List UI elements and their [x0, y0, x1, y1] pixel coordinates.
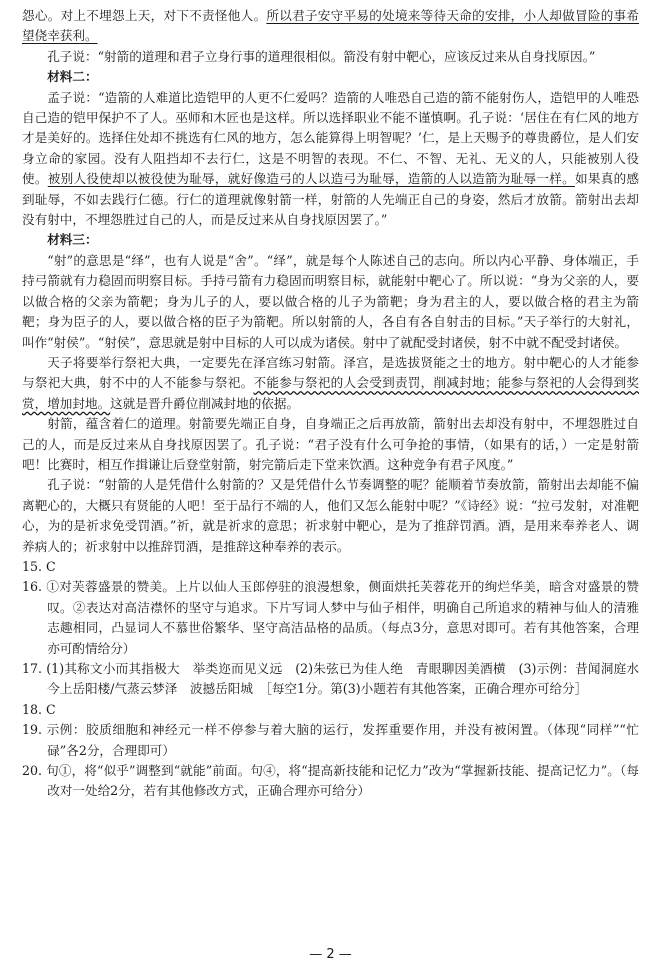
answer-20: 20. 句①，将“似乎”调整到“就能”前面。句④，将“提高新技能和记忆力”改为“掌握新技能、提高记忆力”。（每改对一处给2分，若有其他修改方式，正确合理亦可给分） — [22, 763, 639, 799]
text-run: 孟子说：“造箭的人难道比造铠甲的人更不仁爱吗？造箭的人唯恐自己造的箭不能射伤人，造铠甲的人唯恐自己造的铠甲保护不了人。巫师和木匠也是这样。所以选择职业不能不谨慎啊。孔子说：‘居住在有仁风的地方才是美好的。选择住处却不挑选有仁风的地方，怎么能算得上明智呢？’仁，是上天赐予的尊贵爵位，是人们安身立命的家园。没有人阻挡却不去行仁，这是不明智的表现。不仁、不智、无礼、无义的人，只能被别人役使。 — [22, 89, 639, 187]
text-run: 如果真的感到耻辱，不如去践行仁德。行仁的道理就像射箭一样，射箭的人先端正自己的身姿，然后才放箭。箭射出去却没有射中，不埋怨胜过自己的人，而是反过来从自身找原因罢了。” — [22, 171, 640, 228]
page-number: — 2 — — [309, 947, 352, 962]
underlined-sentence: 被别人役使却以被役使为耻辱，就好像造弓的人以造弓为耻辱，造箭的人以造箭为耻辱一样。 — [47, 171, 575, 187]
underlined-sentence: 所以君子安守平易的处境来等待天命的安排，小人却做冒险的事希望侥幸获利。 — [22, 8, 640, 44]
section-heading-material-2: 材料二： — [47, 69, 98, 85]
paragraph-continued — [22, 6, 639, 47]
answer-15: 15. C — [22, 558, 56, 574]
paragraph-confucius-rhythm: 孔子说：“射箭的人是凭借什么射箭的？又是凭借什么节奏调整的呢？能顺着节奏放箭，箭射出去却能不偏离靶心的，大概只有贤能的人吧！至于品行不端的人，他们又怎么能射中呢？”《诗经》说：“拉弓发射，对准靶心，为的是祈求免受罚酒。”祈，就是祈求的意思；祈求射中靶心，是为了推辞罚酒。酒，是用来奉养老人、调养病人的；祈求射中以推辞罚酒，是推辞这种奉养的表示。 — [22, 477, 639, 554]
paragraph-archery-ren: 射箭，蕴含着仁的道理。射箭要先端正自身，自身端正之后再放箭，箭射出去却没有射中，不埋怨胜过自己的人，而是反过来从自身找原因罢了。孔子说：“君子没有什么可争抢的事情，（如果有的话，）一定是射箭吧！比赛时，相互作揖谦让后登堂射箭，射完箭后走下堂来饮酒。这种竞争有君子风度。” — [22, 416, 639, 472]
answer-18: 18. C — [22, 701, 56, 717]
answer-17: 17. (1)其称文小而其指极大 举类迩而见义远 (2)朱弦已为佳人绝 青眼聊因美酒横 (3)示例：昔闻洞庭水 今上岳阳楼/气蒸云梦泽 波撼岳阳城 ［每空1分。第(3)小题若有其他答案，正确合理亦可给分］ — [22, 661, 652, 697]
paragraph-sacrifice — [22, 353, 639, 414]
section-heading-material-3: 材料三： — [47, 232, 98, 248]
answer-19: 19. 示例：胶质细胞和神经元一样不停参与着大脑的运行，发挥重要作用，并没有被闲置。（体现“同样”“忙碌”各2分，合理即可） — [22, 722, 639, 758]
answer-16: 16. ①对芙蓉盛景的赞美。上片以仙人玉郎停驻的浪漫想象，侧面烘托芙蓉花开的绚烂华美，暗含对盛景的赞叹。②表达对高洁襟怀的坚守与追求。下片写词人梦中与仙子相伴，明确自己所追求的精神与仙人的清雅志趣相同，凸显词人不慕世俗繁华、坚守高洁品格的品质。（每点3分，意思对即可。若有其他答案，合理亦可酌情给分） — [22, 579, 639, 656]
text-run: 天子将要举行祭祀大典，一定要先在泽宫练习射箭。泽宫，是选拔贤能之士的地方。射中靶心的人才能参与祭祀大典，射不中的人不能参与祭祀。 — [22, 354, 639, 391]
text-run: 怨心。对上不埋怨上天，对下不责怪他人。 — [22, 8, 267, 23]
paragraph-mencius — [22, 88, 639, 231]
paragraph-confucius-archery: 孔子说：“射箭的道理和君子立身行事的道理很相似。箭没有射中靶心，应该反过来从自身找原因。” — [47, 48, 596, 64]
wavy-underlined-sentence: 不能参与祭祀的人会受到责罚，削减封地；能参与祭祀的人会得到奖赏，增加封地。 — [22, 375, 640, 411]
paragraph-she-meaning: “射”的意思是“绎”，也有人说是“舍”。“绎”，就是每个人陈述自己的志向。所以内心平静、身体端正，手持弓箭就有力稳固而明察目标。手持弓箭有力稳固而明察目标，就能射中靶心了。所以说：“身为父亲的人，要以做合格的父亲为箭靶；身为儿子的人，要以做合格的儿子为箭靶；身为君主的人，要以做合格的君主为箭靶；身为臣子的人，要以做合格的臣子为箭靶。所以射箭的人，各自有各自射击的目标。”天子举行的大射礼，叫作“射侯”。“射侯”，意思就是射中目标的人可以成为诸侯。射中了就配受封诸侯，射不中就不配受封诸侯。 — [22, 252, 639, 350]
text-run: 这就是晋升爵位削减封地的依据。 — [110, 395, 300, 411]
